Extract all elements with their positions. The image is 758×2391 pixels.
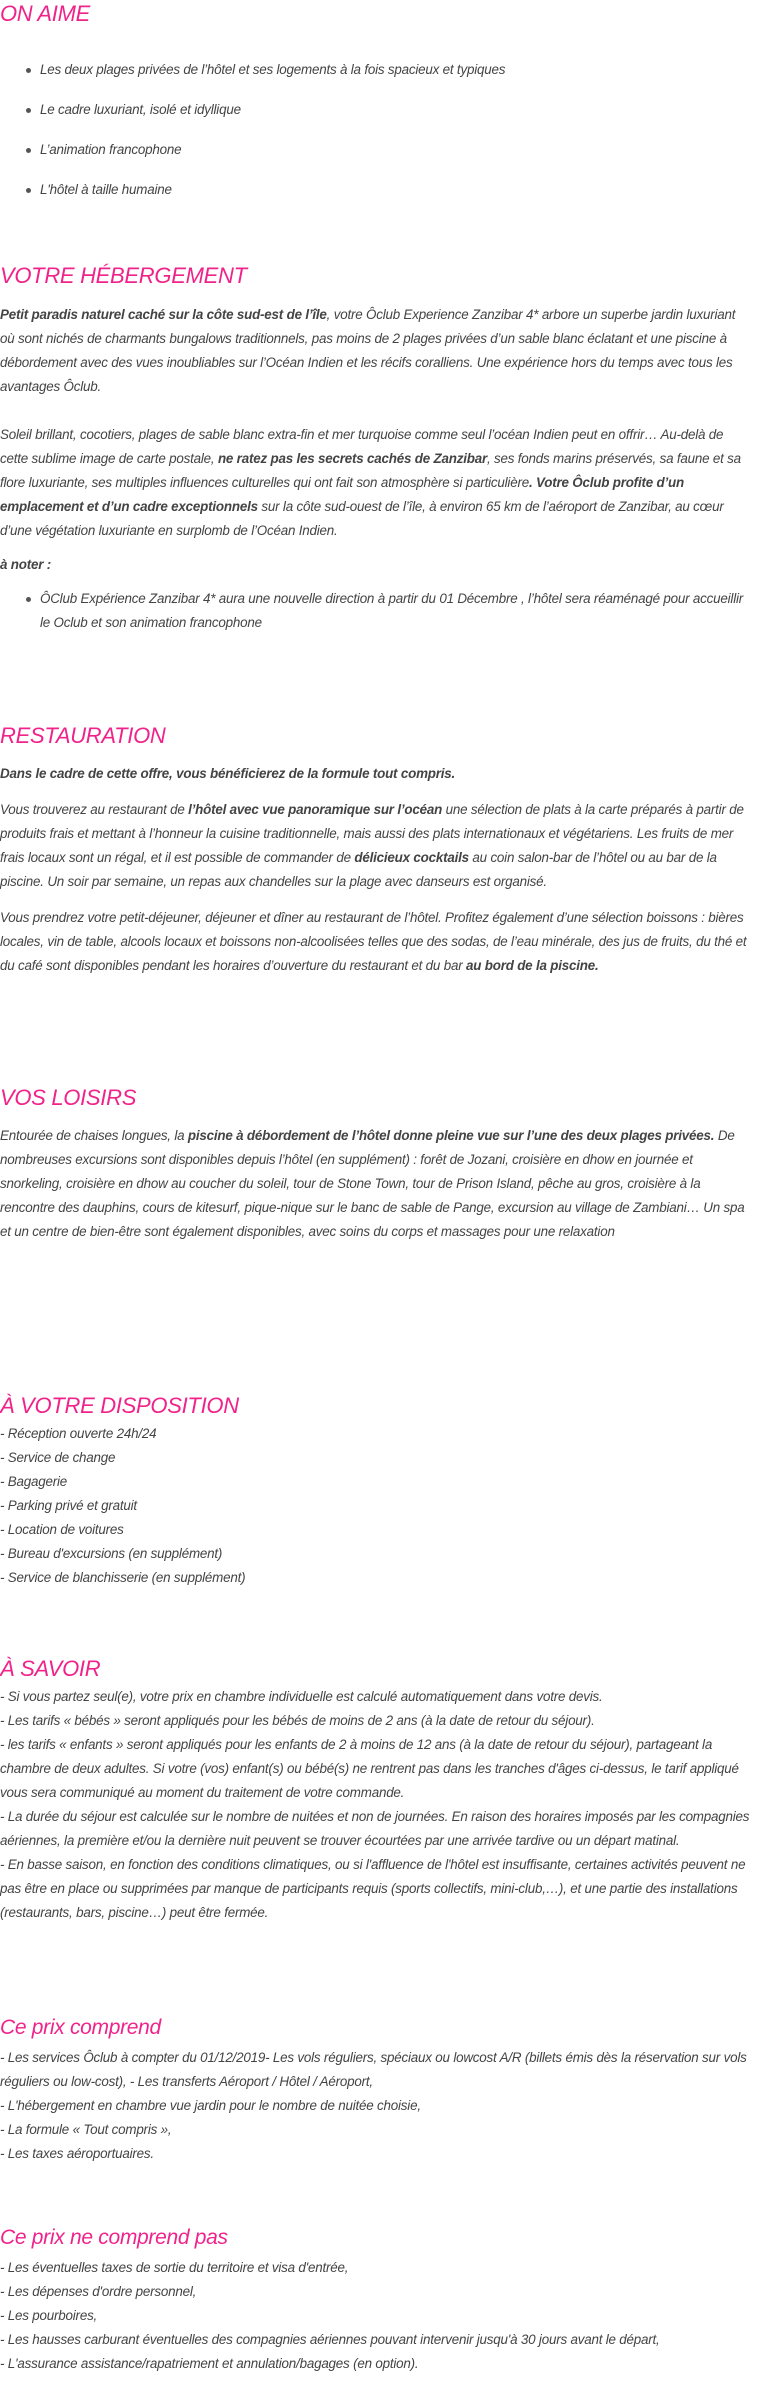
section-title: VOTRE HÉBERGEMENT — [0, 263, 247, 288]
list-item: L'hôtel à taille humaine — [40, 178, 752, 202]
list-item: - Les hausses carburant éventuelles des compagnies aériennes pouvant intervenir jusqu'à 30 jours avant le départ, — [0, 2332, 660, 2347]
list-item: ÔClub Expérience Zanzibar 4* aura une nouvelle direction à partir du 01 Décembre , l’hôtel sera réaménagé pour accueillir le Oclub et son animation francophone — [40, 587, 752, 635]
list-item: - Les tarifs « bébés » seront appliqués pour les bébés de moins de 2 ans (à la date de retour du séjour). — [0, 1713, 595, 1728]
paragraph: Petit paradis naturel caché sur la côte sud-est de l’île, votre Ôclub Experience Zanzibar 4* arbore un superbe jardin luxuriant où sont nichés de charmants bungalows traditionnels, pas moins de 2 plages privées d’un sable blanc éclatant et une piscine à débordement avec des vues inoubliables sur l’Océan Indien et les récifs coralliens. Une expérience hors du temps avec tous les avantages Ôclub. — [0, 307, 736, 394]
section-title: Ce prix comprend — [0, 2016, 161, 2039]
section-title: ON AIME — [0, 1, 90, 26]
section-a-savoir — [0, 1655, 752, 1925]
list-item: Le cadre luxuriant, isolé et idyllique — [40, 98, 752, 122]
emphasis: Petit paradis naturel caché sur la côte sud-est de l’île — [0, 307, 327, 322]
list-item: - La formule « Tout compris », — [0, 2122, 172, 2137]
list-item: - Les pourboires, — [0, 2308, 98, 2323]
info-list — [0, 1685, 752, 1925]
excluded-list — [0, 2256, 752, 2376]
note-label: à noter : — [0, 557, 52, 572]
paragraph: Entourée de chaises longues, la piscine à débordement de l’hôtel donne pleine vue sur l’une des deux plages privées. De nombreuses excursions sont disponibles depuis l’hôtel (en supplément) : forêt de Jozani, croisière en dhow en journée et snorkeling, croisière en dhow au coucher du soleil, tour de Stone Town, tour de Prison Island, pêche au gros, croisière à la rencontre des dauphins, cours de kitesurf, pique-nique sur le banc de sable de Pange, excursion au village de Zambiani… Un spa et un centre de bien-être sont également disponibles, avec soins du corps et massages pour une relaxation — [0, 1128, 745, 1239]
list-item: Les deux plages privées de l’hôtel et ses logements à la fois spacieux et typiques — [40, 58, 752, 82]
section-disposition — [0, 1392, 752, 1590]
paragraph: Vous prendrez votre petit-déjeuner, déjeuner et dîner au restaurant de l’hôtel. Profitez également d’une sélection boissons : bières locales, vin de table, alcools locaux et boissons non-alcoolisées telles que des sodas, de l’eau minérale, des jus de fruits, du thé et du café sont disponibles pendant les horaires d’ouverture du restaurant et du bar au bord de la piscine. — [0, 910, 747, 973]
emphasis: ne ratez pas les secrets cachés de Zanzibar — [217, 451, 487, 466]
section-prix-comprend — [0, 2014, 752, 2166]
section-loisirs — [0, 1084, 752, 1244]
emphasis: au bord de la piscine. — [465, 958, 599, 973]
list-item: - Location de voitures — [0, 1522, 124, 1537]
list-item: - les tarifs « enfants » seront appliqués pour les enfants de 2 à moins de 12 ans (à la date de retour du séjour), partageant la chambre de deux adultes. Si votre (vos) enfant(s) ou bébé(s) ne rentrent pas dans les tranches d'âges ci-dessus, le tarif appliqué vous sera communiqué au moment du traitement de votre commande. — [0, 1737, 739, 1800]
list-item: - Les dépenses d'ordre personnel, — [0, 2284, 197, 2299]
list-item: - Bagagerie — [0, 1474, 68, 1489]
emphasis: l’hôtel avec vue panoramique sur l’océan — [188, 802, 443, 817]
section-hebergement — [0, 262, 752, 635]
list-item: L’animation francophone — [40, 138, 752, 162]
services-list — [0, 1422, 752, 1590]
section-title: À SAVOIR — [0, 1656, 101, 1681]
section-title: VOS LOISIRS — [0, 1085, 137, 1110]
list-item: - Service de blanchisserie (en supplément) — [0, 1570, 246, 1585]
list-item: - L'assurance assistance/rapatriement et annulation/bagages (en option). — [0, 2356, 419, 2371]
included-list — [0, 2046, 752, 2166]
section-title: RESTAURATION — [0, 723, 166, 748]
emphasis: . Votre Ôclub profite d’un emplacement et d’un cadre exceptionnels — [0, 475, 684, 514]
section-prix-ne-comprend-pas — [0, 2224, 752, 2376]
highlights-list — [0, 58, 752, 202]
list-item: - Si vous partez seul(e), votre prix en chambre individuelle est calculé automatiquement dans votre devis. — [0, 1689, 603, 1704]
section-restauration — [0, 722, 752, 978]
section-title: À VOTRE DISPOSITION — [0, 1393, 239, 1418]
paragraph: Soleil brillant, cocotiers, plages de sable blanc extra-fin et mer turquoise comme seul l’océan Indien peut en offrir… Au-delà de cette sublime image de carte postale, ne ratez pas les secrets cachés de Zanzibar, ses fonds marins préservés, sa faune et sa flore luxuriante, ses multiples influences culturelles qui ont fait son atmosphère si particulière. Votre Ôclub profite d’un emplacement et d’un cadre exceptionnels sur la côte sud-ouest de l’île, à environ 65 km de l’aéroport de Zanzibar, au cœur d’une végétation luxuriante en surplomb de l’Océan Indien. — [0, 427, 741, 538]
list-item: - L'hébergement en chambre vue jardin pour le nombre de nuitée choisie, — [0, 2098, 421, 2113]
list-item: - Les éventuelles taxes de sortie du territoire et visa d'entrée, — [0, 2260, 349, 2275]
paragraph-intro: Dans le cadre de cette offre, vous bénéficierez de la formule tout compris. — [0, 766, 456, 781]
list-item: - Les taxes aéroportuaires. — [0, 2146, 154, 2161]
list-item: - Les services Ôclub à compter du 01/12/2019- Les vols réguliers, spéciaux ou lowcost A/R (billets émis dès la réservation sur vols réguliers ou low-cost), - Les transferts Aéroport / Hôtel / Aéroport, — [0, 2050, 747, 2089]
list-item: - Parking privé et gratuit — [0, 1498, 137, 1513]
section-title: Ce prix ne comprend pas — [0, 2226, 228, 2249]
emphasis: piscine à débordement de l’hôtel donne pleine vue sur l’une des deux plages privées. — [187, 1128, 715, 1143]
list-item: - Service de change — [0, 1450, 116, 1465]
list-item: - Réception ouverte 24h/24 — [0, 1426, 157, 1441]
paragraph: Vous trouverez au restaurant de l’hôtel avec vue panoramique sur l’océan une sélection de plats à la carte préparés à partir de produits frais et mettant à l’honneur la cuisine traditionnelle, mais aussi des plats internationaux et végétariens. Les fruits de mer frais locaux sont un régal, et il est possible de commander de délicieux cocktails au coin salon-bar de l’hôtel ou au bar de la piscine. Un soir par semaine, un repas aux chandelles sur la plage avec danseurs est organisé. — [0, 802, 744, 889]
emphasis: délicieux cocktails — [354, 850, 469, 865]
list-item: - Bureau d'excursions (en supplément) — [0, 1546, 223, 1561]
list-item: - En basse saison, en fonction des conditions climatiques, ou si l'affluence de l'hôtel est insuffisante, certaines activités peuvent ne pas être en place ou supprimées par manque de participants requis (sports collectifs, mini-club,…), et une partie des installations (restaurants, bars, piscine…) peut être fermée. — [0, 1857, 746, 1920]
list-item: - La durée du séjour est calculée sur le nombre de nuitées et non de journées. En raison des horaires imposés par les compagnies aériennes, la première et/ou la dernière nuit peuvent se trouver écourtées par une arrivée tardive ou un départ matinal. — [0, 1809, 750, 1848]
section-on-aime — [0, 0, 752, 202]
note-list — [0, 587, 752, 635]
